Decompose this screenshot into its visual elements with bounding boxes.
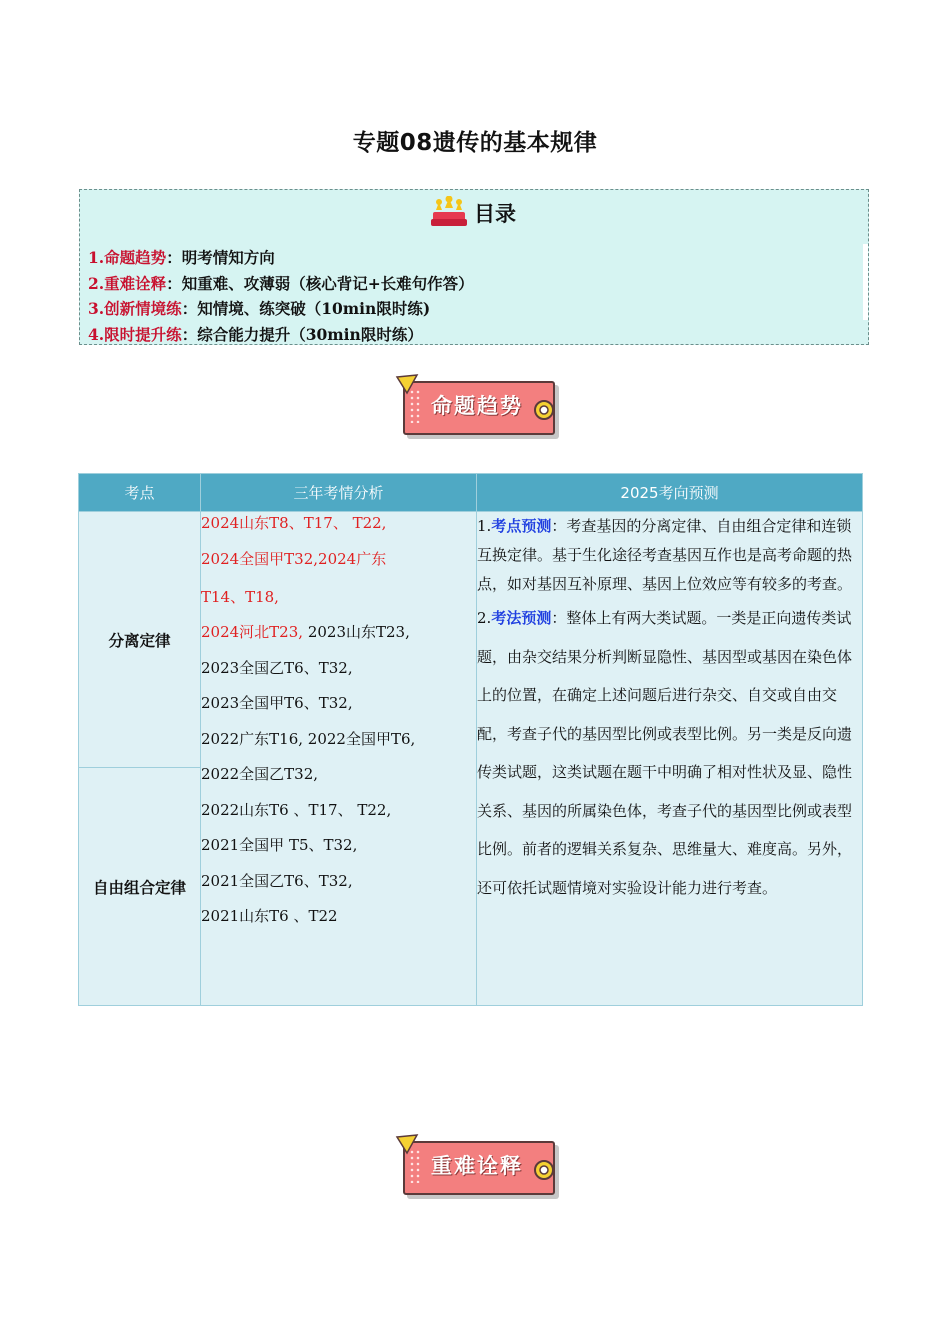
ring-icon (531, 1157, 557, 1183)
analysis-line: 2021全国甲 T5、T32, (201, 836, 358, 854)
toc-item: 1.命题趋势：明考情知方向 (88, 248, 275, 267)
prediction-cell (477, 512, 863, 1006)
topic-cell: 分离定律 (79, 512, 201, 768)
toc-heading: 目录 (474, 202, 516, 226)
toc-item: 3.创新情境练：知情境、练突破（10min限时练) (88, 299, 431, 318)
banner-text: 重难诠释 (431, 1154, 523, 1178)
analysis-line: T14、T18, (201, 587, 279, 606)
toc-item: 4.限时提升练：综合能力提升（30min限时练） (88, 324, 423, 344)
section-banner-trend (393, 373, 563, 441)
toc-header (430, 196, 516, 230)
prediction-paragraph-1: 1.考点预测：考查基因的分离定律、自由组合定律和连锁互换定律。基于生化途径考查基因互作也是高考命题的热点，如对基因互补原理、基因上位效应等有较多的考查。 (477, 517, 853, 593)
analysis-line: 2024河北T23, 2023山东T23, (201, 623, 410, 641)
analysis-line: 2023全国甲T6、T32, (201, 694, 353, 712)
banner-text: 命题趋势 (431, 394, 523, 418)
analysis-line: 2023全国乙T6、T32, (201, 658, 353, 677)
page-title: 专题08遗传的基本规律 (352, 130, 598, 156)
analysis-line: 2021山东T6 、T22 (201, 907, 338, 925)
toc-item: 2.重难诠释：知重难、攻薄弱（核心背记+长难句作答） (88, 273, 474, 293)
topic-cell: 自由组合定律 (79, 768, 201, 1006)
analysis-line: 2022全国乙T32, (201, 765, 319, 783)
ring-icon (531, 397, 557, 423)
section-banner-key (393, 1133, 563, 1201)
flag-icon (395, 373, 421, 397)
crown-icon (430, 196, 468, 230)
header-analysis: 三年考情分析 (201, 474, 477, 512)
header-topic: 考点 (79, 474, 201, 512)
analysis-line: 2022山东T6 、T17、 T22, (201, 800, 392, 819)
analysis-cell (201, 512, 477, 1006)
prediction-paragraph-2: 2.考法预测：整体上有两大类试题。一类是正向遗传类试题，由杂交结果分析判断显隐性、基因型或基因在染色体上的位置，在确定上述问题后进行杂交、自交或自由交配，考查子代的基因型比例或表型比例。另一类是反向遗传类试题，这类试题在题干中明确了相对性状及显、隐性关系、基因的所属染色体，考查子代的基因型比例或表型比例。前者的逻辑关系复杂、思维量大、难度高。另外，还可依托试题情境对实验设计能力进行考查。 (477, 609, 853, 897)
analysis-line: 2024山东T8、T17、 T22, (201, 514, 387, 532)
analysis-table (78, 473, 863, 1006)
flag-icon (395, 1133, 421, 1157)
analysis-line: 2024全国甲T32,2024广东 (201, 549, 387, 568)
analysis-line: 2022广东T16, 2022全国甲T6, (201, 729, 416, 748)
header-prediction: 2025考向预测 (477, 474, 863, 512)
toc-box (79, 189, 869, 345)
toc-edge (863, 244, 868, 320)
analysis-line: 2021全国乙T6、T32, (201, 871, 353, 890)
